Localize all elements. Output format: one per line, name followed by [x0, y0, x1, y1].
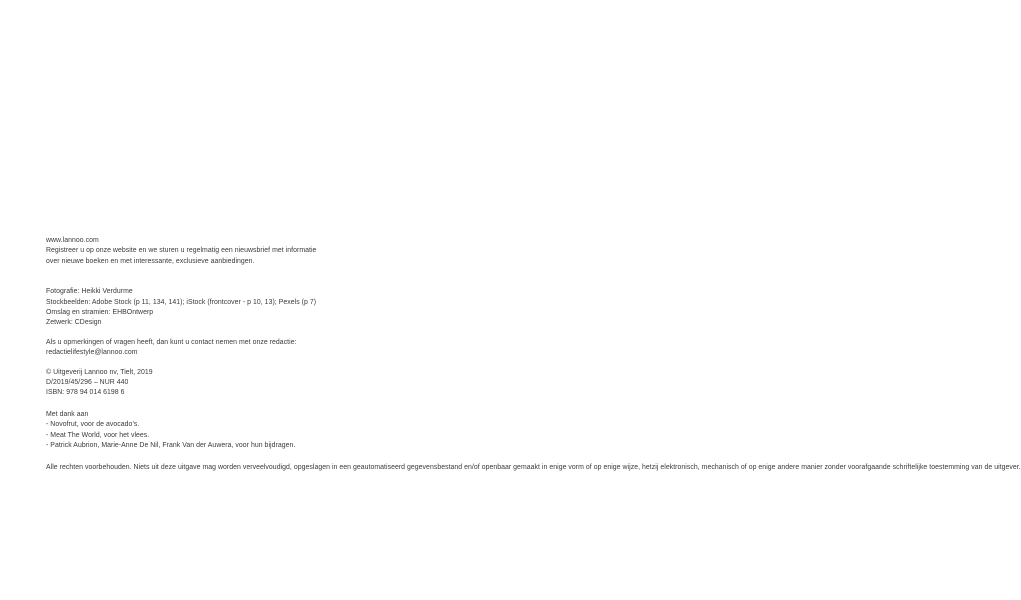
newsletter-text-line-1: Registreer u op onze website en we sturen u regelmatig een nieuwsbrief met informatie	[46, 247, 317, 255]
credit-typesetting: Zetwerk: CDesign	[46, 319, 102, 327]
thanks-item: - Patrick Aubrion, Marie-Anne De Nil, Frank Van der Auwera, voor hun bijdragen.	[46, 442, 296, 450]
thanks-item: - Novofrut, voor de avocado’s.	[46, 421, 140, 429]
thanks-block	[46, 410, 418, 452]
contact-text: Als u opmerkingen of vragen heeft, dan kunt u contact nemen met onze redactie:	[46, 338, 297, 346]
contact-block	[46, 338, 418, 359]
newsletter-text-line-2: over nieuwe boeken en met interessante, exclusieve aanbiedingen.	[46, 257, 255, 265]
colophon-text	[46, 236, 1021, 473]
thanks-item: - Meat The World, voor het vlees.	[46, 431, 150, 439]
publisher-url: www.lannoo.com	[46, 237, 99, 244]
publisher-block	[46, 236, 418, 267]
credits-block	[46, 287, 418, 329]
rights-block	[46, 463, 1021, 473]
rights-reserved-text: Alle rechten voorbehouden. Niets uit deze uitgave mag worden verveelvoudigd, opgeslagen in een geautomatiseerd gegevensbestand en/of openbaar gemaakt in enige vorm of op enige wijze, hetzij elektronisch, mechanisch of op enige andere manier zonder voorafgaande schriftelijke toestemming van de uitgever.	[46, 463, 1021, 471]
credit-stock-images: Stockbeelden: Adobe Stock (p 11, 134, 141); iStock (frontcover - p 10, 13); Pexels (p 7)	[46, 298, 317, 306]
copyright-notice: © Uitgeverij Lannoo nv, Tielt, 2019	[46, 368, 153, 376]
contact-email: redactielifestyle@lannoo.com	[46, 349, 138, 357]
thanks-heading: Met dank aan	[46, 410, 89, 418]
credit-photography: Fotografie: Heikki Verdurme	[46, 288, 133, 296]
legal-deposit: D/2019/45/296 – NUR 440	[46, 379, 129, 387]
isbn: ISBN: 978 94 014 6198 6	[46, 389, 125, 397]
credit-cover-design: Omslag en stramien: EHBOntwerp	[46, 309, 154, 317]
copyright-block	[46, 368, 418, 399]
